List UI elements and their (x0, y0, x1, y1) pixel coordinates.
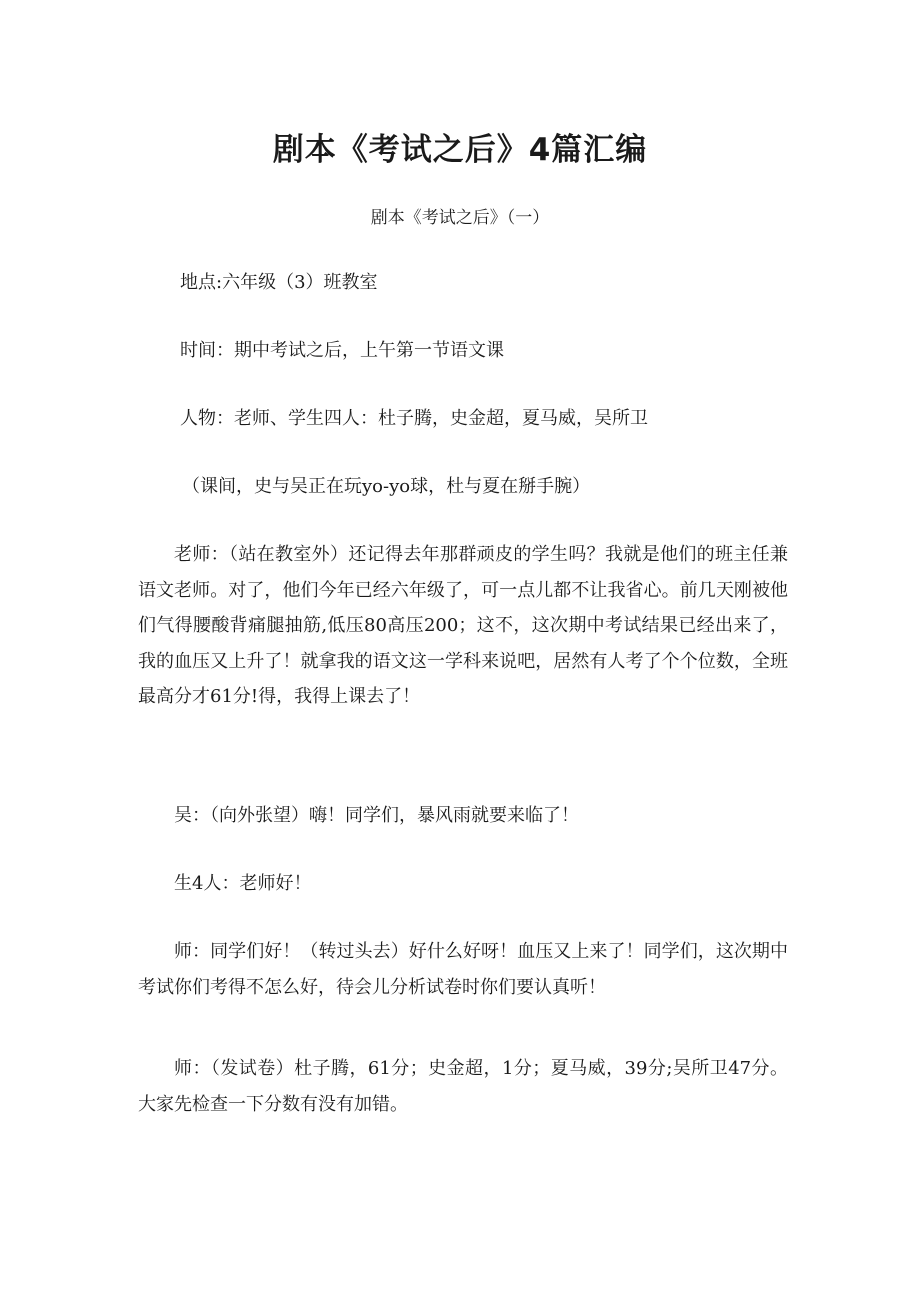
paragraph-teacher-intro: 老师：（站在教室外）还记得去年那群顽皮的学生吗？我就是他们的班主任兼语文老师。对了，他们今年已经六年级了，可一点儿都不让我省心。前几天刚被他们气得腰酸背痛腿抽筋,低压80高压200；这不，这次期中考试结果已经出来了，我的血压又上升了！就拿我的语文这一学科来说吧，居然有人考了个个位数，全班最高分才61分!得，我得上课去了！ (138, 544, 788, 707)
paragraph-teacher-greeting: 师：同学们好！（转过头去）好什么好呀！血压又上来了！同学们，这次期中考试你们考得不怎么好，待会儿分析试卷时你们要认真听！ (138, 941, 788, 998)
document-subtitle: 剧本《考试之后》（一） (370, 208, 550, 228)
characters-line: 人物：老师、学生四人：杜子腾，史金超，夏马威，吴所卫 (180, 408, 648, 429)
stage-direction: （课间，史与吴正在玩yo-yo球，杜与夏在掰手腕） (182, 476, 591, 497)
location-line: 地点:六年级（3）班教室 (180, 272, 378, 293)
document-title: 剧本《考试之后》4篇汇编 (272, 132, 648, 168)
paragraph-students: 生4人：老师好！ (174, 873, 312, 894)
paragraph-teacher-scores: 师：（发试卷）杜子腾，61分；史金超，1分；夏马威，39分;吴所卫47分。大家先检查一下分数有没有加错。 (138, 1058, 788, 1115)
paragraph-wu: 吴：（向外张望）嗨！同学们，暴风雨就要来临了！ (174, 805, 579, 826)
time-line: 时间：期中考试之后，上午第一节语文课 (180, 340, 504, 361)
